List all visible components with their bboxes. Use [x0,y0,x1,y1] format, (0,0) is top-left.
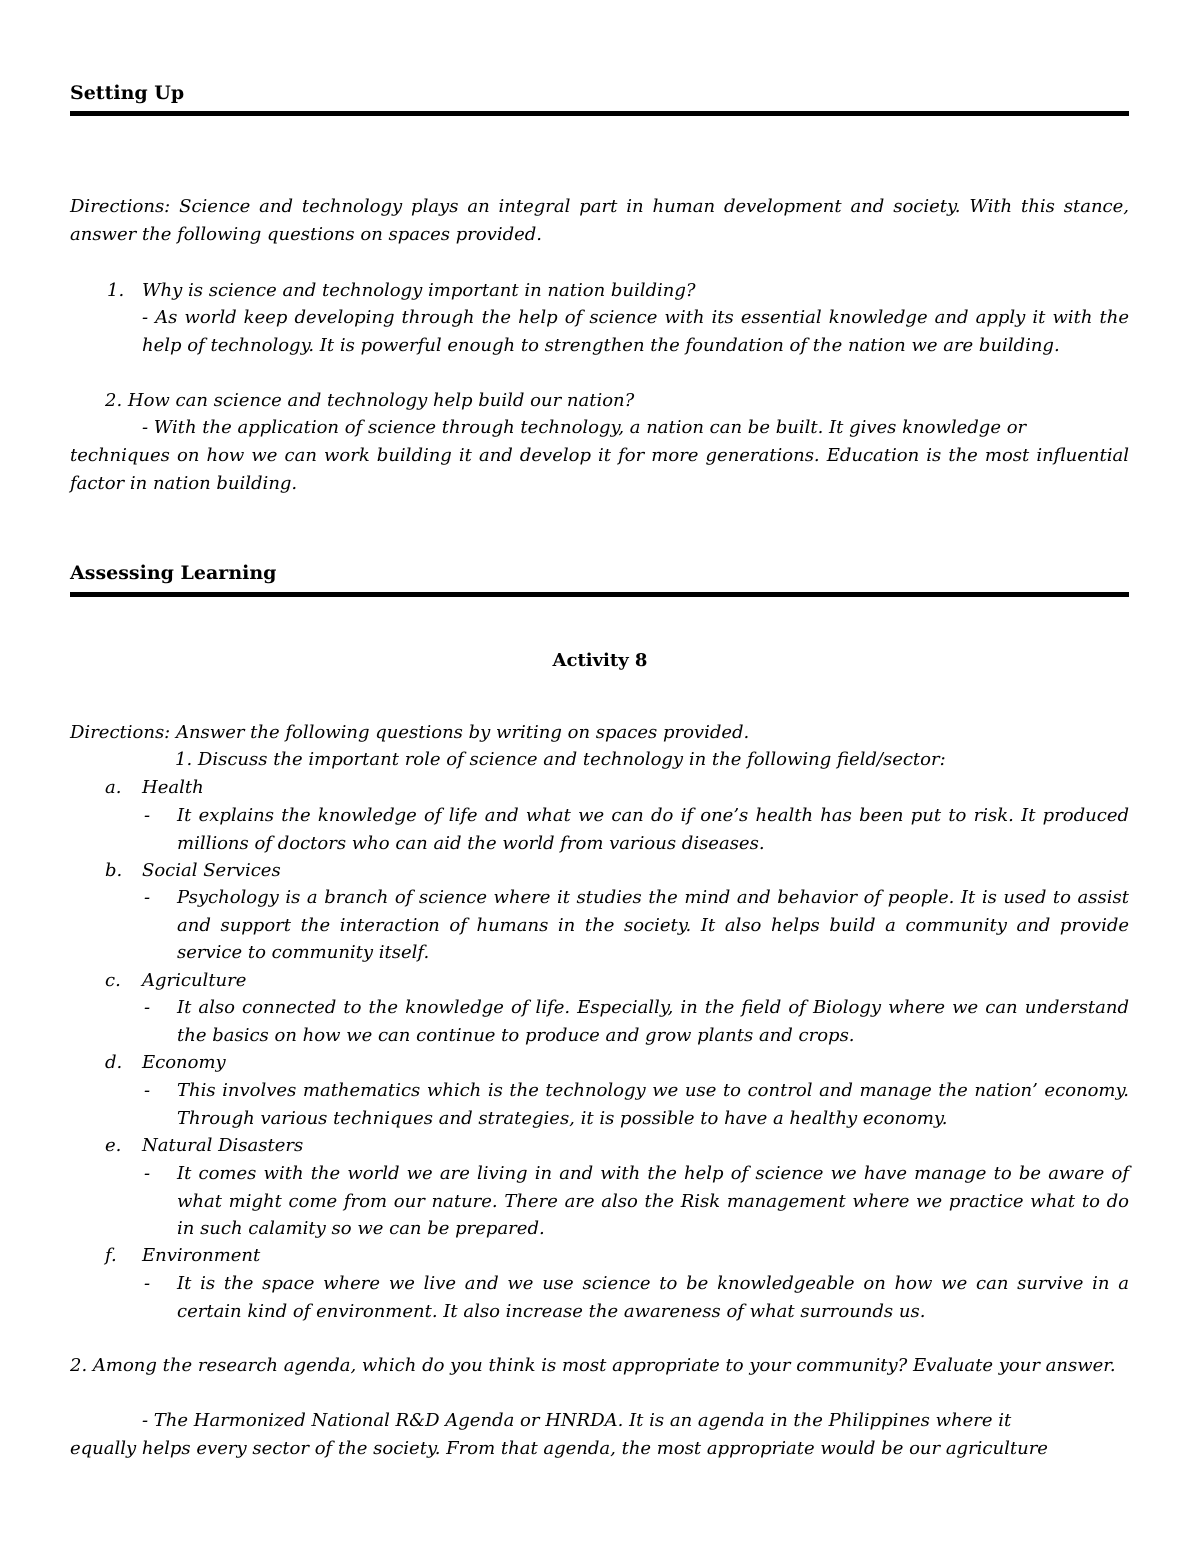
activity-title: Activity 8 [552,650,648,671]
section-heading-setting-up: Setting Up [70,82,185,104]
sector-dash: - [144,1273,151,1294]
sector-letter: f. [105,1245,117,1266]
sector-name-social-services: Social Services [142,860,281,881]
sector-answer-social-services: Psychology is a branch of science where it studies the mind and behavior of people. It is used to assist and support the interaction of humans in the society. It also helps build a community and provide service to community itself. [177,887,1129,963]
sector-dash: - [144,805,151,826]
sector-name-health: Health [142,777,204,798]
activity-answer-2-rest: equally helps every sector of the society. From that agenda, the most appropriate would be our agriculture [70,1438,1048,1459]
sector-answer-health: It explains the knowledge of life and what we can do if one’s health has been put to risk. It produced millions of doctors who can aid the world from various diseases. [177,805,1129,854]
sector-answer-natural-disasters: It comes with the world we are living in and with the help of science we have manage to be aware of what might come from our nature. There are also the Risk management where we practice what to do in such calamity so we can be prepared. [177,1163,1129,1239]
setting-up-directions: Directions: Science and technology plays an integral part in human development and society. With this stance, answer the following questions on spaces provided. [70,196,1129,245]
answer-2-first-line: - With the application of science through technology, a nation can be built. It gives knowledge or [142,417,1027,438]
sector-dash: - [144,1163,151,1184]
sector-name-agriculture: Agriculture [142,970,247,991]
sector-dash: - [144,997,151,1018]
sector-answer-economy: This involves mathematics which is the technology we use to control and manage the nation’ economy. Through various techniques and strategies, it is possible to have a healthy economy. [177,1080,1129,1129]
section-divider [70,592,1129,597]
sector-name-environment: Environment [142,1245,261,1266]
sector-name-economy: Economy [142,1052,226,1073]
activity-directions: Directions: Answer the following questions by writing on spaces provided. [70,722,750,743]
activity-question-2: 2. Among the research agenda, which do you think is most appropriate to your community? Evaluate your answer. [70,1355,1116,1376]
sector-answer-agriculture: It also connected to the knowledge of life. Especially, in the field of Biology where we can understand the basics on how we can continue to produce and grow plants and crops. [177,997,1129,1046]
question-1: Why is science and technology important in nation building? [142,280,696,301]
activity-answer-2-first-line: - The Harmonized National R&D Agenda or HNRDA. It is an agenda in the Philippines where it [142,1410,1012,1431]
answer-1: - As world keep developing through the help of science with its essential knowledge and apply it with the help of technology. It is powerful enough to strengthen the foundation of the nation we are building. [142,307,1129,356]
sector-name-natural-disasters: Natural Disasters [142,1135,304,1156]
sector-letter: c. [105,970,121,991]
answer-2-rest: techniques on how we can work building it and develop it for more generations. Education is the most influential factor in nation building. [70,445,1129,494]
activity-question-1: 1. Discuss the important role of science and technology in the following field/sector: [175,749,946,770]
question-2: 2. How can science and technology help build our nation? [105,390,635,411]
section-heading-assessing-learning: Assessing Learning [70,562,277,584]
section-divider [70,111,1129,116]
sector-dash: - [144,1080,151,1101]
sector-letter: d. [105,1052,123,1073]
question-number: 1. [107,280,125,301]
sector-answer-environment: It is the space where we live and we use science to be knowledgeable on how we can survive in a certain kind of environment. It also increase the awareness of what surrounds us. [177,1273,1129,1322]
sector-dash: - [144,887,151,908]
sector-letter: e. [105,1135,122,1156]
sector-letter: a. [105,777,122,798]
sector-letter: b. [105,860,123,881]
